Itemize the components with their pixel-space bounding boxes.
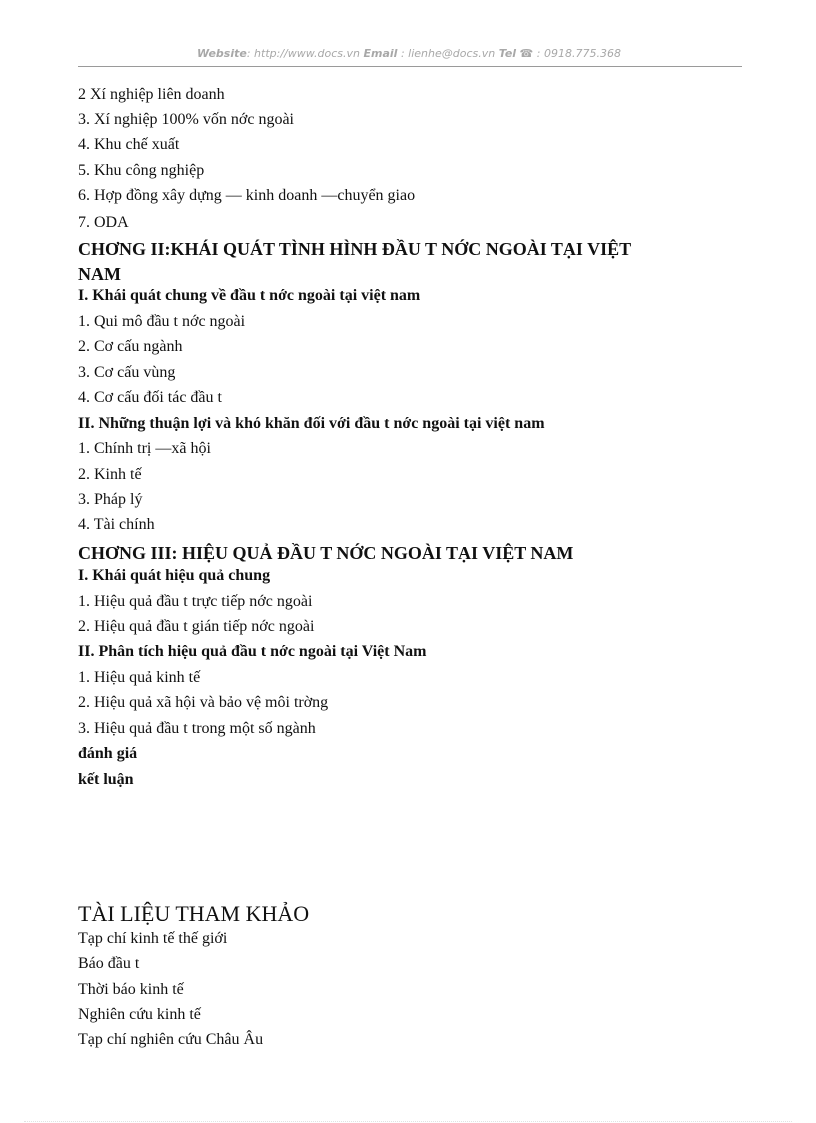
reference-item: Báo đầu t <box>78 955 140 972</box>
header-website-value: : http://www.docs.vn <box>246 47 361 60</box>
outline-item: 3. Hiệu quả đầu t trong một số ngành <box>78 720 316 737</box>
outline-item: 2. Kinh tế <box>78 466 142 483</box>
outline-item: 1. Hiệu quả đầu t trực tiếp nớc ngoài <box>78 593 313 610</box>
outline-item: 4. Tài chính <box>78 516 155 533</box>
chapter-heading-continued: NAM <box>78 264 121 284</box>
header-email-value: : lienhe@docs.vn <box>397 47 496 60</box>
outline-item: 1. Chính trị —xã hội <box>78 440 211 457</box>
outline-item: 1. Qui mô đầu t nớc ngoài <box>78 313 246 330</box>
chapter-heading: CHƠNG III: HIỆU QUẢ ĐẦU T NỚC NGOÀI TẠI VIỆT NAM <box>78 543 574 563</box>
footer-dotted-border <box>24 1121 792 1122</box>
outline-item: 5. Khu công nghiệp <box>78 162 205 179</box>
section-heading: II. Phân tích hiệu quả đầu t nớc ngoài tại Việt Nam <box>78 643 427 660</box>
header-website-label: Website <box>197 47 247 60</box>
outline-item: 6. Hợp đồng xây dựng — kinh doanh —chuyển giao <box>78 187 416 204</box>
reference-item: Thời báo kinh tế <box>78 981 184 998</box>
outline-item: 2. Hiệu quả đầu t gián tiếp nớc ngoài <box>78 618 315 635</box>
section-heading: II. Những thuận lợi và khó khăn đối với đầu t nớc ngoài tại việt nam <box>78 415 545 432</box>
outline-item: 1. Hiệu quả kinh tế <box>78 669 201 686</box>
header-divider <box>78 66 742 67</box>
outline-item: 4. Cơ cấu đối tác đầu t <box>78 389 222 406</box>
section-heading: I. Khái quát chung về đầu t nớc ngoài tại việt nam <box>78 287 421 304</box>
chapter-heading: CHƠNG II:KHÁI QUÁT TÌNH HÌNH ĐẦU T NỚC NGOÀI TẠI VIỆT <box>78 239 632 259</box>
outline-item: 3. Cơ cấu vùng <box>78 364 176 381</box>
header-email-label: Email <box>363 47 398 60</box>
outline-item: 2 Xí nghiệp liên doanh <box>78 86 225 103</box>
page-header <box>78 47 740 60</box>
header-tel-label: Tel <box>498 47 517 60</box>
outline-item: 2. Hiệu quả xã hội và bảo vệ môi trờng <box>78 694 329 711</box>
outline-item: 7. ODA <box>78 214 129 231</box>
reference-item: Tạp chí nghiên cứu Châu Âu <box>78 1031 264 1048</box>
reference-item: Tạp chí kinh tế thế giới <box>78 930 228 947</box>
conclusion-heading: kết luận <box>78 771 134 788</box>
outline-item: 4. Khu chế xuất <box>78 136 180 153</box>
outline-item: 2. Cơ cấu ngành <box>78 338 183 355</box>
outline-item: 3. Xí nghiệp 100% vốn nớc ngoài <box>78 111 294 128</box>
header-tel-value: ☎ : 0918.775.368 <box>516 47 621 60</box>
references-title: TÀI LIỆU THAM KHẢO <box>78 901 310 926</box>
reference-item: Nghiên cứu kinh tế <box>78 1006 201 1023</box>
section-heading: I. Khái quát hiệu quả chung <box>78 567 271 584</box>
outline-item: 3. Pháp lý <box>78 491 143 508</box>
evaluation-heading: đánh giá <box>78 745 138 762</box>
